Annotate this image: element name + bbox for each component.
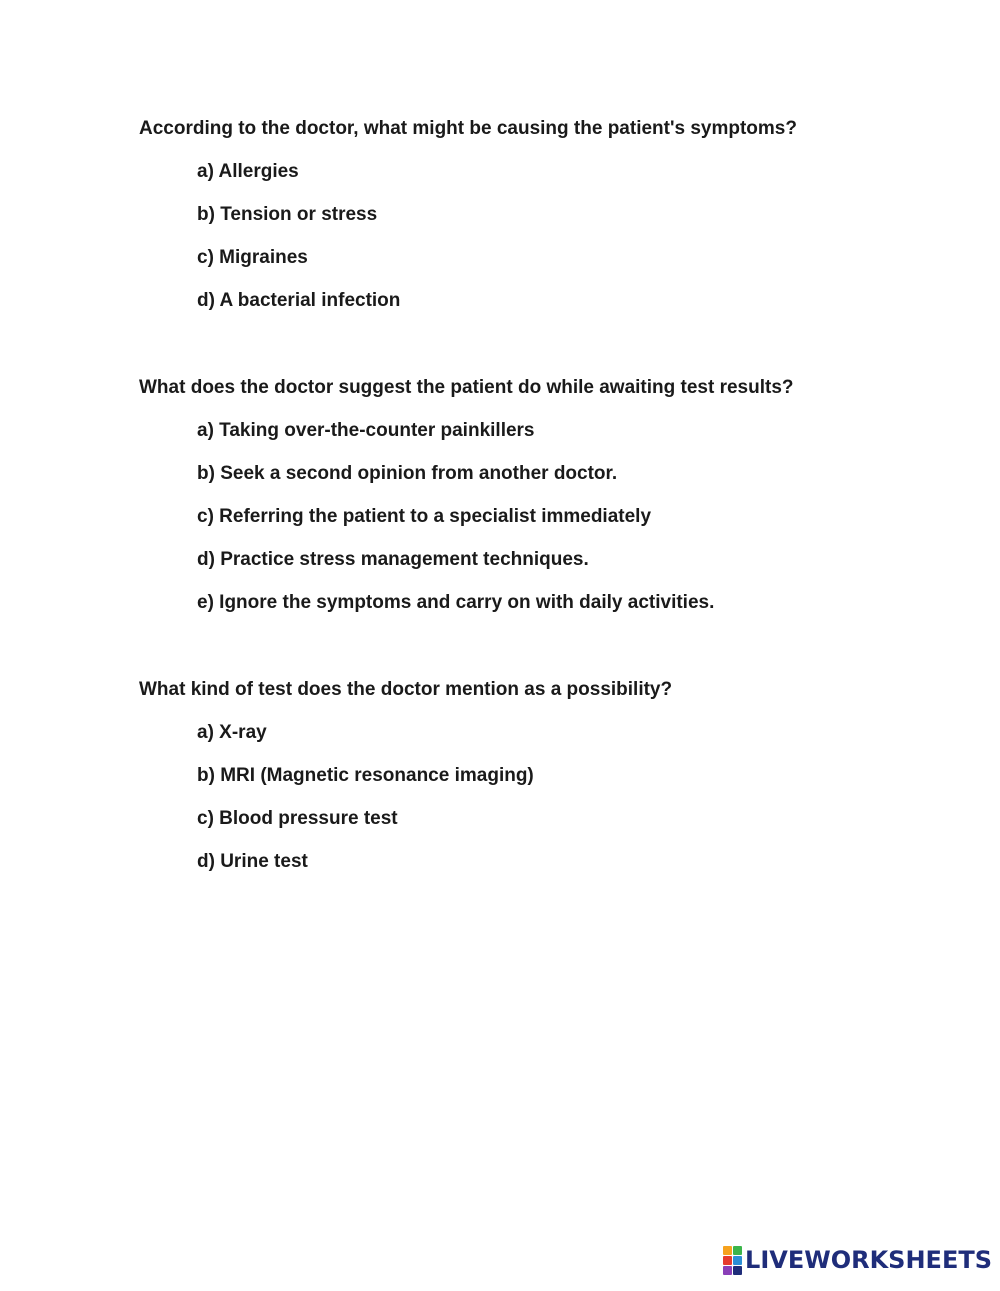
logo-block xyxy=(723,1266,732,1275)
liveworksheets-logo xyxy=(723,1245,992,1275)
option-item: d) Urine test xyxy=(197,851,308,872)
option-item: c) Blood pressure test xyxy=(197,808,398,829)
question-text: What does the doctor suggest the patient do while awaiting test results? xyxy=(139,377,794,398)
question-text: What kind of test does the doctor mention as a possibility? xyxy=(139,679,673,700)
question-block-3 xyxy=(139,678,899,874)
options-list xyxy=(139,419,899,615)
option-item: d) A bacterial infection xyxy=(197,290,401,311)
question-block-1 xyxy=(139,117,899,313)
logo-block xyxy=(733,1256,742,1265)
logo-text: LIVEWORKSHEETS xyxy=(745,1246,992,1274)
options-list xyxy=(139,721,899,874)
question-text: According to the doctor, what might be causing the patient's symptoms? xyxy=(139,118,797,139)
option-item: c) Migraines xyxy=(197,247,308,268)
question-block-2 xyxy=(139,376,899,615)
option-item: b) Seek a second opinion from another doctor. xyxy=(197,463,618,484)
logo-block xyxy=(733,1266,742,1275)
logo-blocks-icon xyxy=(723,1246,742,1275)
logo-block xyxy=(723,1246,732,1255)
option-item: a) X-ray xyxy=(197,722,267,743)
option-item: d) Practice stress management techniques. xyxy=(197,549,589,570)
logo-block xyxy=(733,1246,742,1255)
option-item: c) Referring the patient to a specialist immediately xyxy=(197,506,652,527)
options-list xyxy=(139,160,899,313)
logo-block xyxy=(723,1256,732,1265)
option-item: a) Taking over-the-counter painkillers xyxy=(197,420,535,441)
option-item: a) Allergies xyxy=(197,161,299,182)
option-item: e) Ignore the symptoms and carry on with daily activities. xyxy=(197,592,715,613)
option-item: b) Tension or stress xyxy=(197,204,378,225)
option-item: b) MRI (Magnetic resonance imaging) xyxy=(197,765,534,786)
